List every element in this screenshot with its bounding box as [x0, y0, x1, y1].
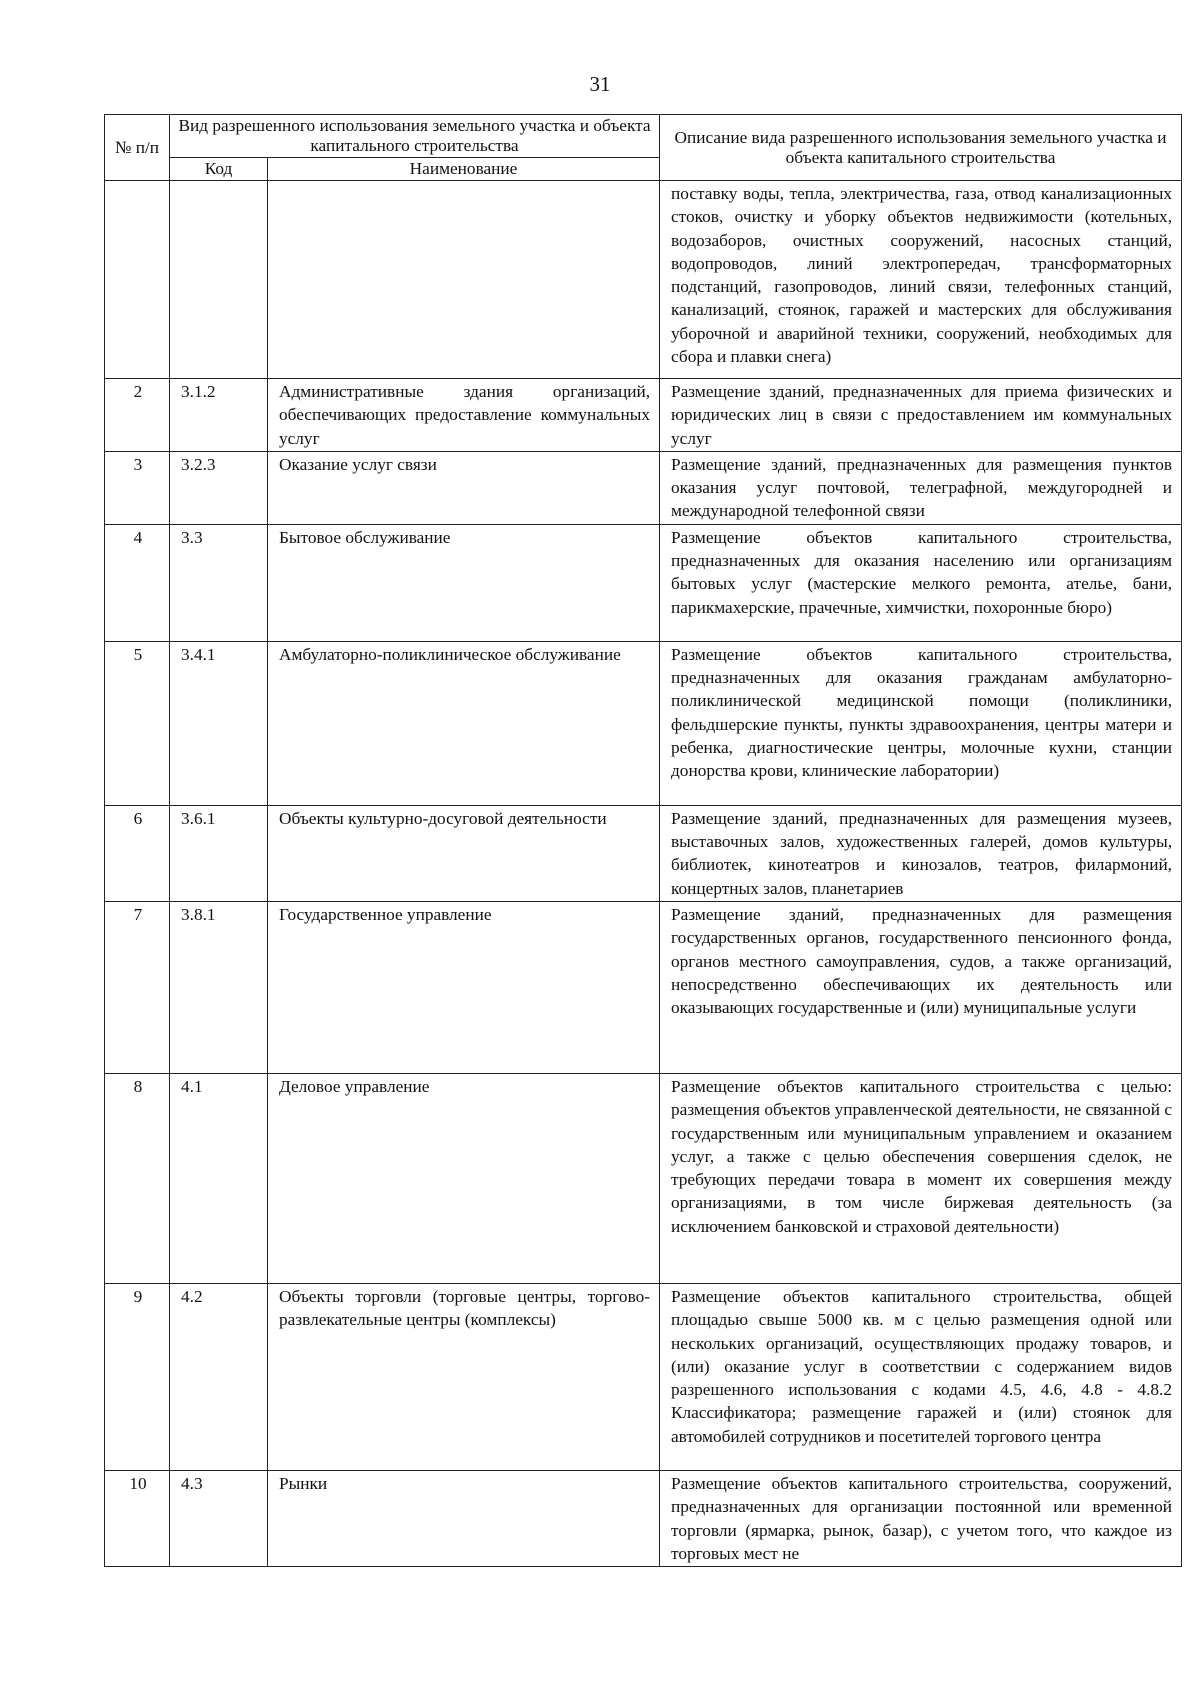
row-description: Размещение объектов капитального строительства, предназначенных для оказания гражданам амбулаторно-поликлинической медицинской помощи (поликлиники, фельдшерские пункты, пункты здравоохранения, центры матери и ребенка, диагностические центры, молочные кухни, станции донорства крови, клинические лаборатории)	[660, 641, 1182, 805]
row-description: Размещение зданий, предназначенных для размещения пунктов оказания услуг почтовой, телеграфной, междугородней и международной телефонной связи	[660, 451, 1182, 524]
row-code: 4.3	[170, 1470, 268, 1566]
row-description: Размещение объектов капитального строительства, сооружений, предназначенных для организации постоянной или временной торговли (ярмарка, рынок, базар), с учетом того, что каждое из торговых мест не	[660, 1470, 1182, 1566]
table-row	[105, 1283, 1182, 1470]
row-code: 3.2.3	[170, 451, 268, 524]
header-number: № п/п	[105, 115, 170, 181]
header-row	[105, 115, 1182, 158]
row-number: 3	[105, 451, 170, 524]
table-row	[105, 181, 1182, 379]
table-row	[105, 524, 1182, 641]
row-name: Объекты культурно-досуговой деятельности	[268, 805, 660, 901]
row-number: 5	[105, 641, 170, 805]
page-number: 31	[589, 72, 611, 96]
row-description: Размещение зданий, предназначенных для приема физических и юридических лиц в связи с предоставлением им коммунальных услуг	[660, 379, 1182, 452]
table-row	[105, 641, 1182, 805]
header-name: Наименование	[268, 158, 660, 181]
row-code: 3.8.1	[170, 901, 268, 1073]
permitted-use-table	[104, 114, 1182, 1567]
row-code	[170, 181, 268, 379]
table-row	[105, 901, 1182, 1073]
row-name: Амбулаторно-поликлиническое обслуживание	[268, 641, 660, 805]
table-row	[105, 379, 1182, 452]
row-name: Оказание услуг связи	[268, 451, 660, 524]
row-description: Размещение зданий, предназначенных для размещения государственных органов, государственного пенсионного фонда, органов местного самоуправления, судов, а также организаций, непосредственно обеспечивающих их деятельность или оказывающих государственные и (или) муниципальные услуги	[660, 901, 1182, 1073]
row-code: 4.1	[170, 1073, 268, 1283]
row-number: 6	[105, 805, 170, 901]
row-description: Размещение объектов капитального строительства, общей площадью свыше 5000 кв. м с целью размещения одной или нескольких организаций, осуществляющих продажу товаров, и (или) оказание услуг в соответствии с содержанием видов разрешенного использования с кодами 4.5, 4.6, 4.8 - 4.8.2 Классификатора; размещение гаражей и (или) стоянок для автомобилей сотрудников и посетителей торгового центра	[660, 1283, 1182, 1470]
row-number: 2	[105, 379, 170, 452]
row-name: Бытовое обслуживание	[268, 524, 660, 641]
table-row	[105, 451, 1182, 524]
row-number	[105, 181, 170, 379]
header-description: Описание вида разрешенного использования земельного участка и объекта капитального строительства	[660, 115, 1182, 181]
row-description: Размещение объектов капитального строительства, предназначенных для оказания населению или организациям бытовых услуг (мастерские мелкого ремонта, ателье, бани, парикмахерские, прачечные, химчистки, похоронные бюро)	[660, 524, 1182, 641]
row-name: Деловое управление	[268, 1073, 660, 1283]
row-code: 3.6.1	[170, 805, 268, 901]
table-row	[105, 805, 1182, 901]
row-name: Рынки	[268, 1470, 660, 1566]
row-description: Размещение зданий, предназначенных для размещения музеев, выставочных залов, художественных галерей, домов культуры, библиотек, кинотеатров и кинозалов, театров, филармоний, концертных залов, планетариев	[660, 805, 1182, 901]
row-name: Объекты торговли (торговые центры, торгово-развлекательные центры (комплексы)	[268, 1283, 660, 1470]
table-row	[105, 1470, 1182, 1566]
row-number: 4	[105, 524, 170, 641]
row-code: 4.2	[170, 1283, 268, 1470]
row-number: 8	[105, 1073, 170, 1283]
row-name: Государственное управление	[268, 901, 660, 1073]
row-description: Размещение объектов капитального строительства с целью: размещения объектов управленческой деятельности, не связанной с государственным или муниципальным управлением и оказанием услуг, а также с целью обеспечения совершения сделок, не требующих передачи товара в момент их совершения между организациями, в том числе биржевая деятельность (за исключением банковской и страховой деятельности)	[660, 1073, 1182, 1283]
header-use-type-group: Вид разрешенного использования земельного участка и объекта капитального строительства	[170, 115, 660, 158]
row-name	[268, 181, 660, 379]
row-description: поставку воды, тепла, электричества, газа, отвод канализационных стоков, очистку и уборку объектов недвижимости (котельных, водозаборов, очистных сооружений, насосных станций, водопроводов, линий электропередач, трансформаторных подстанций, газопроводов, линий связи, телефонных станций, канализаций, стоянок, гаражей и мастерских для обслуживания уборочной и аварийной техники, сооружений, необходимых для сбора и плавки снега)	[660, 181, 1182, 379]
row-code: 3.3	[170, 524, 268, 641]
row-number: 9	[105, 1283, 170, 1470]
table-row	[105, 1073, 1182, 1283]
row-number: 7	[105, 901, 170, 1073]
row-code: 3.1.2	[170, 379, 268, 452]
row-number: 10	[105, 1470, 170, 1566]
row-name: Административные здания организаций, обеспечивающих предоставление коммунальных услуг	[268, 379, 660, 452]
row-code: 3.4.1	[170, 641, 268, 805]
header-code: Код	[170, 158, 268, 181]
